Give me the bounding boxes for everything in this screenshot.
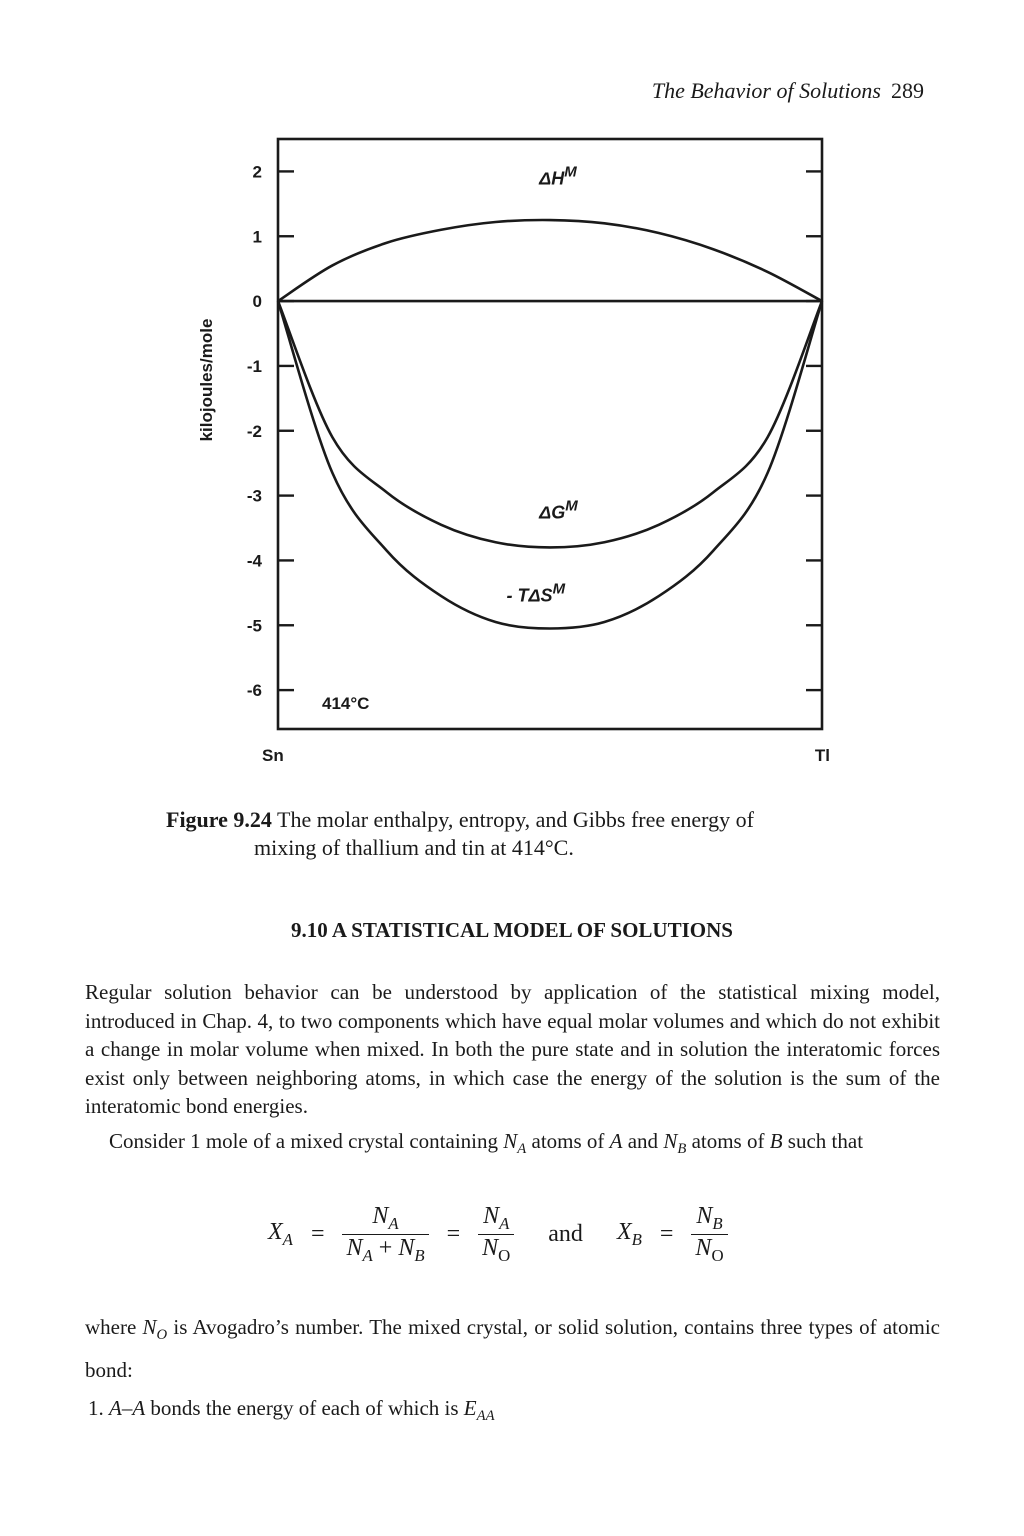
eq-and: and (548, 1220, 583, 1247)
eq-x-b: X (616, 1218, 632, 1245)
figure-caption (166, 806, 866, 862)
subscript-b: B (677, 1141, 687, 1158)
eq-sub: B (712, 1213, 723, 1233)
chart-frame (278, 139, 822, 729)
caption-text-line2: mixing of thallium and tin at 414°C. (254, 835, 574, 860)
eq-n: N (483, 1203, 500, 1229)
paragraph-consider (85, 1124, 940, 1167)
eq-plus: + (378, 1234, 393, 1261)
symbol-n-o: N (142, 1315, 157, 1339)
text-run: such that (782, 1129, 864, 1153)
eq-x-a: X (268, 1218, 283, 1245)
text-run: atoms of (686, 1129, 770, 1153)
text-run: is Avogadro’s number. The mixed crystal, or solid solution, contains three types of atomic bond: (85, 1315, 940, 1383)
series-label: - $T\Delta S^M$ (506, 580, 566, 606)
figure-9-24-chart (190, 125, 850, 785)
symbol-n-b: N (663, 1129, 678, 1153)
series-label-superscript: M (552, 580, 566, 598)
caption-label: Figure 9.24 (166, 807, 272, 832)
eq-n: N (696, 1203, 713, 1229)
running-header (652, 78, 924, 104)
mole-fraction-equation (262, 1203, 734, 1266)
eq-sub: B (631, 1229, 642, 1249)
list-item (88, 1396, 495, 1425)
y-tick-label: -4 (246, 551, 262, 571)
eq-sub: A (282, 1229, 293, 1249)
eq-n: N (398, 1234, 415, 1261)
temperature-annotation: 414°C (322, 694, 370, 714)
eq-n: N (372, 1203, 389, 1229)
symbol-n-a: N (503, 1129, 518, 1153)
eq-equals: = (659, 1220, 674, 1247)
page-number: 289 (891, 78, 924, 103)
text-run: where (85, 1315, 143, 1339)
fraction-1 (342, 1203, 428, 1266)
y-tick-label: 2 (252, 162, 262, 182)
eq-sub: O (711, 1245, 724, 1265)
running-title: The Behavior of Solutions (651, 78, 881, 103)
series-label-superscript: M (565, 497, 578, 515)
text-run: and (622, 1129, 664, 1153)
y-tick-label: -6 (246, 681, 262, 701)
eq-equals: = (446, 1220, 461, 1247)
series-label-superscript: M (564, 163, 577, 181)
y-tick-label: -1 (246, 356, 262, 376)
eq-n: N (346, 1234, 363, 1261)
bond-type: A–A (109, 1396, 146, 1420)
caption-text-line1: The molar enthalpy, entropy, and Gibbs free energy of (271, 807, 754, 832)
subscript-aa: AA (476, 1408, 495, 1425)
eq-sub: A (499, 1213, 510, 1233)
text-run: Consider 1 mole of a mixed crystal containing (109, 1129, 504, 1153)
eq-equals: = (310, 1220, 325, 1247)
chart-text (197, 162, 830, 765)
chart-ticks (278, 171, 822, 690)
eq-sub: B (414, 1245, 425, 1265)
y-tick-label: -3 (246, 486, 262, 506)
text-run: atoms of (526, 1129, 610, 1153)
section-heading: 9.10 A STATISTICAL MODEL OF SOLUTIONS (291, 918, 733, 942)
series-label: $\Delta H^M$ (539, 163, 577, 189)
series-h-line (278, 220, 822, 301)
plot-frame (278, 139, 822, 729)
eq-sub: A (388, 1213, 399, 1233)
subscript-o: O (156, 1327, 168, 1344)
paragraph-regular-solution: Regular solution behavior can be understood by application of the statistical mixing model, introduced in Chap. 4, to two components which have equal molar volumes and which do not exhibit a change in molar volume when mixed. In both the pure state and in solution the interatomic forces exist only between neighboring atoms, in which case the energy of the solution is the sum of the interatomic bond energies. (85, 980, 940, 1118)
list-number: 1. (88, 1396, 109, 1420)
x-tick-label: Tl (814, 746, 830, 765)
series-ts-line (278, 301, 822, 628)
paragraph-avogadro (85, 1310, 940, 1388)
y-tick-label: -5 (246, 616, 262, 636)
eq-n: N (695, 1234, 712, 1261)
y-axis-label: kilojoules/mole (197, 318, 216, 442)
eq-sub: O (498, 1245, 511, 1265)
symbol-e: E (463, 1396, 477, 1420)
fraction-2 (478, 1203, 514, 1266)
y-tick-label: 1 (252, 227, 262, 247)
fraction-3 (691, 1203, 727, 1266)
y-tick-label: 0 (252, 292, 262, 312)
x-tick-label: Sn (262, 746, 284, 765)
symbol-b: B (769, 1129, 783, 1153)
series-label: $\Delta G^M$ (539, 497, 578, 523)
eq-n: N (482, 1234, 499, 1261)
text-run: bonds the energy of each of which is (145, 1396, 464, 1420)
chart-series (278, 220, 822, 629)
symbol-a: A (609, 1129, 623, 1153)
subscript-a: A (517, 1141, 527, 1158)
eq-sub: A (362, 1245, 373, 1265)
y-tick-label: -2 (246, 421, 262, 441)
